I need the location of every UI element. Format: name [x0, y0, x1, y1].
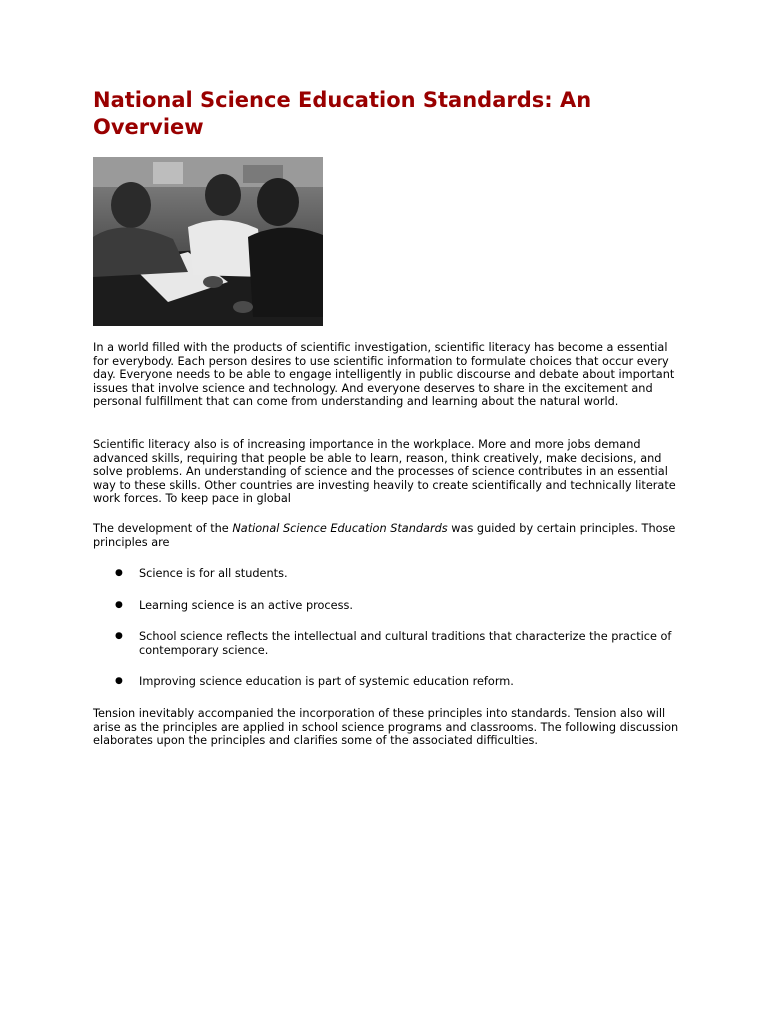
photo-three-students-icon: [93, 157, 323, 326]
bullet-icon: ●: [115, 631, 123, 641]
bullet-icon: ●: [115, 599, 123, 610]
list-item: [93, 675, 683, 689]
bullet-icon: ●: [115, 568, 123, 578]
list-item: [93, 567, 683, 581]
list-item: [93, 630, 683, 657]
list-item-text: Improving science education is part of systemic education reform.: [139, 675, 514, 688]
bullet-icon: ●: [115, 676, 123, 686]
principles-intro-end: was guided by certain principles. Those principles are: [93, 522, 676, 549]
paragraph-scientific-literacy: In a world filled with the products of scientific investigation, scientific literacy has become a essential for everybody. Each person desires to use scientific information to formulate choices that occur every day. Everyone needs to be able to engage intelligently in public discourse and debate about important issues that involve science and technology. And everyone deserves to share in the excitement and personal fulfillment that can come from understanding and learning about the natural world.: [93, 341, 675, 408]
list-item: [93, 599, 683, 613]
standards-title-italic: National Science Education Standards: [232, 522, 448, 535]
list-item-text: School science reflects the intellectual and cultural traditions that characterize the practice of contemporary science.: [139, 630, 672, 657]
principles-list: [93, 567, 683, 707]
paragraph-tension: Tension inevitably accompanied the incorporation of these principles into standards. Tension also will arise as the principles are applied in school science programs and classrooms. The following discussion elaborates upon the principles and clarifies some of the associated difficulties.: [93, 707, 679, 747]
list-item-text: Learning science is an active process.: [139, 598, 353, 612]
page-title: National Science Education Standards: An Overview: [93, 88, 592, 139]
list-item-text: Science is for all students.: [139, 567, 288, 580]
paragraph-workplace: Scientific literacy also is of increasing importance in the workplace. More and more jobs demand advanced skills, requiring that people be able to learn, reason, think creatively, make decisions, and solve problems. An understanding of science and the processes of science contributes in an essential way to these skills. Other countries are investing heavily to create scientifically and technically literate work forces. To keep pace in global: [93, 438, 676, 505]
paragraph-principles-intro: [93, 522, 683, 549]
students-photo: [93, 157, 323, 326]
principles-intro-start: The development of the: [93, 522, 233, 535]
